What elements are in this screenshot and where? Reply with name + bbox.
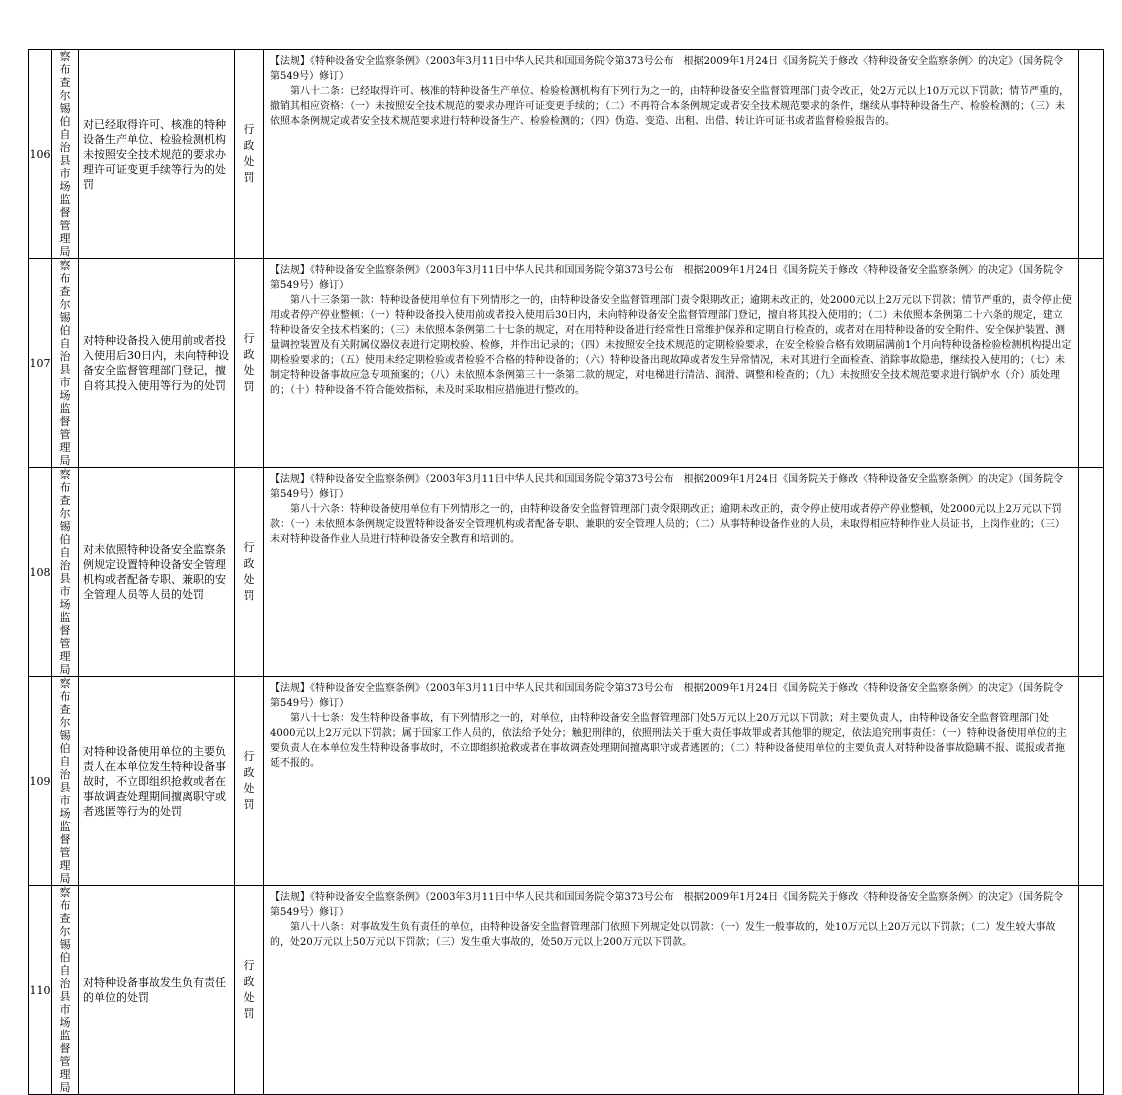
authority-cell <box>52 468 79 677</box>
empty-cell <box>1079 259 1104 468</box>
law-title: 【法规】《特种设备安全监察条例》（2003年3月11日中华人民共和国国务院令第373号公布 根据2009年1月24日《国务院关于修改〈特种设备安全监察条例〉的决定》（国务院令第549号）修订） <box>270 892 1064 918</box>
type-text: 行政处罚 <box>243 541 255 602</box>
type-text: 行政处罚 <box>243 123 255 184</box>
law-title: 【法规】《特种设备安全监察条例》（2003年3月11日中华人民共和国国务院令第373号公布 根据2009年1月24日《国务院关于修改〈特种设备安全监察条例〉的决定》（国务院令第549号）修订） <box>270 56 1064 82</box>
item-text: 对特种设备使用单位的主要负责人在本单位发生特种设备事故时，不立即组织抢救或者在事故调查处理期间擅离职守或者逃匿等行为的处罚 <box>83 744 226 818</box>
item-cell <box>79 50 235 259</box>
type-cell <box>235 50 264 259</box>
article-text: 第八十二条：已经取得许可、核准的特种设备生产单位、检验检测机构有下列行为之一的，由特种设备安全监督管理部门责令改正，处2万元以上10万元以下罚款；情节严重的，撤销其相应资格：（一）未按照安全技术规范的要求办理许可证变更手续的；（二）不再符合本条例规定或者安全技术规范要求的条件，继续从事特种设备生产、检验检测的；（三）未依照本条例规定或者安全技术规范要求进行特种设备生产、检验检测的；（四）伪造、变造、出租、出借、转让许可证书或者监督检验报告的。 <box>270 86 1070 127</box>
basis-cell <box>264 886 1079 1095</box>
item-text: 对特种设备事故发生负有责任的单位的处罚 <box>83 976 226 1004</box>
article-text: 第八十七条：发生特种设备事故，有下列情形之一的，对单位，由特种设备安全监督管理部门处5万元以上20万元以下罚款；对主要负责人，由特种设备安全监督管理部门处4000元以上2万元以下罚款；属于国家工作人员的，依法给予处分；触犯刑律的，依照刑法关于重大责任事故罪或者其他罪的规定，依法追究刑事责任：（一）特种设备使用单位的主要负责人在本单位发生特种设备事故时，不立即组织抢救或者在事故调查处理期间擅离职守或者逃匿的；（二）特种设备使用单位的主要负责人对特种设备事故隐瞒不报、谎报或者拖延不报的。 <box>270 713 1067 769</box>
authority-cell <box>52 677 79 886</box>
item-cell <box>79 468 235 677</box>
type-cell <box>235 468 264 677</box>
type-text: 行政处罚 <box>243 332 255 393</box>
basis-cell <box>264 259 1079 468</box>
empty-cell <box>1079 886 1104 1095</box>
article-text: 第八十三条第一款：特种设备使用单位有下列情形之一的，由特种设备安全监督管理部门责令限期改正；逾期未改正的，处2000元以上2万元以下罚款；情节严重的，责令停止使用或者停产停业整顿：（一）特种设备投入使用前或者投入使用后30日内，未向特种设备安全监督管理部门登记，擅自将其投入使用的；（二）未依照本条例第二十六条的规定，建立特种设备安全技术档案的；（三）未依照本条例第二十七条的规定，对在用特种设备进行经常性日常维护保养和定期自行检查的，或者对在用特种设备的安全附件、安全保护装置、测量调控装置及有关附属仪器仪表进行定期校验、检修，并作出记录的；（四）未按照安全技术规范的定期检验要求，在安全检验合格有效期届满前1个月向特种设备检验检测机构提出定期检验要求的；（五）使用未经定期检验或者检验不合格的特种设备的；（六）特种设备出现故障或者发生异常情况，未对其进行全面检查、消除事故隐患，继续投入使用的；（七）未制定特种设备事故应急专项预案的；（八）未依照本条例第三十一条第二款的规定，对电梯进行清洁、润滑、调整和检查的；（九）未按照安全技术规范要求进行锅炉水（介）质处理的；（十）特种设备不符合能效指标，未及时采取相应措施进行整改的。 <box>270 295 1072 396</box>
type-cell <box>235 886 264 1095</box>
article-text: 第八十八条：对事故发生负有责任的单位，由特种设备安全监督管理部门依照下列规定处以罚款：（一）发生一般事故的，处10万元以上20万元以下罚款；（二）发生较大事故的，处20万元以上50万元以下罚款；（三）发生重大事故的，处50万元以上200万元以下罚款。 <box>270 922 1056 948</box>
authority-cell <box>52 886 79 1095</box>
row-number: 109 <box>29 677 52 886</box>
authority-text: 察布查尔锡伯自治县市场监督管理局 <box>59 468 71 676</box>
law-title: 【法规】《特种设备安全监察条例》（2003年3月11日中华人民共和国国务院令第373号公布 根据2009年1月24日《国务院关于修改〈特种设备安全监察条例〉的决定》（国务院令第549号）修订） <box>270 265 1064 291</box>
item-text: 对未依照特种设备安全监察条例规定设置特种设备安全管理机构或者配备专职、兼职的安全管理人员等人员的处罚 <box>83 543 226 601</box>
empty-cell <box>1079 677 1104 886</box>
authority-cell <box>52 50 79 259</box>
item-cell <box>79 259 235 468</box>
table-row <box>29 677 1104 886</box>
type-text: 行政处罚 <box>243 959 255 1020</box>
authority-cell <box>52 259 79 468</box>
authority-text: 察布查尔锡伯自治县市场监督管理局 <box>59 677 71 885</box>
table-row <box>29 468 1104 677</box>
row-number: 110 <box>29 886 52 1095</box>
table-row <box>29 886 1104 1095</box>
table-row <box>29 259 1104 468</box>
row-number: 106 <box>29 50 52 259</box>
empty-cell <box>1079 50 1104 259</box>
table-row <box>29 50 1104 259</box>
basis-cell <box>264 50 1079 259</box>
basis-cell <box>264 468 1079 677</box>
authority-text: 察布查尔锡伯自治县市场监督管理局 <box>59 886 71 1094</box>
type-cell <box>235 677 264 886</box>
row-number: 107 <box>29 259 52 468</box>
item-cell <box>79 677 235 886</box>
type-cell <box>235 259 264 468</box>
authority-text: 察布查尔锡伯自治县市场监督管理局 <box>59 259 71 467</box>
type-text: 行政处罚 <box>243 750 255 811</box>
empty-cell <box>1079 468 1104 677</box>
article-text: 第八十六条：特种设备使用单位有下列情形之一的，由特种设备安全监督管理部门责令限期改正；逾期未改正的，责令停止使用或者停产停业整顿，处2000元以上2万元以下罚款：（一）未依照本条例规定设置特种设备安全管理机构或者配备专职、兼职的安全管理人员的；（二）从事特种设备作业的人员，未取得相应特种作业人员证书，上岗作业的；（三）未对特种设备作业人员进行特种设备安全教育和培训的。 <box>270 504 1065 545</box>
law-title: 【法规】《特种设备安全监察条例》（2003年3月11日中华人民共和国国务院令第373号公布 根据2009年1月24日《国务院关于修改〈特种设备安全监察条例〉的决定》（国务院令第549号）修订） <box>270 683 1064 709</box>
item-text: 对已经取得许可、核准的特种设备生产单位、检验检测机构未按照安全技术规范的要求办理许可证变更手续等行为的处罚 <box>83 117 226 191</box>
law-title: 【法规】《特种设备安全监察条例》（2003年3月11日中华人民共和国国务院令第373号公布 根据2009年1月24日《国务院关于修改〈特种设备安全监察条例〉的决定》（国务院令第549号）修订） <box>270 474 1064 500</box>
item-cell <box>79 886 235 1095</box>
row-number: 108 <box>29 468 52 677</box>
item-text: 对特种设备投入使用前或者投入使用后30日内，未向特种设备安全监督管理部门登记，擅自将其投入使用等行为的处罚 <box>83 334 229 392</box>
basis-cell <box>264 677 1079 886</box>
authority-text: 察布查尔锡伯自治县市场监督管理局 <box>59 50 71 258</box>
penalty-table <box>28 49 1104 1095</box>
